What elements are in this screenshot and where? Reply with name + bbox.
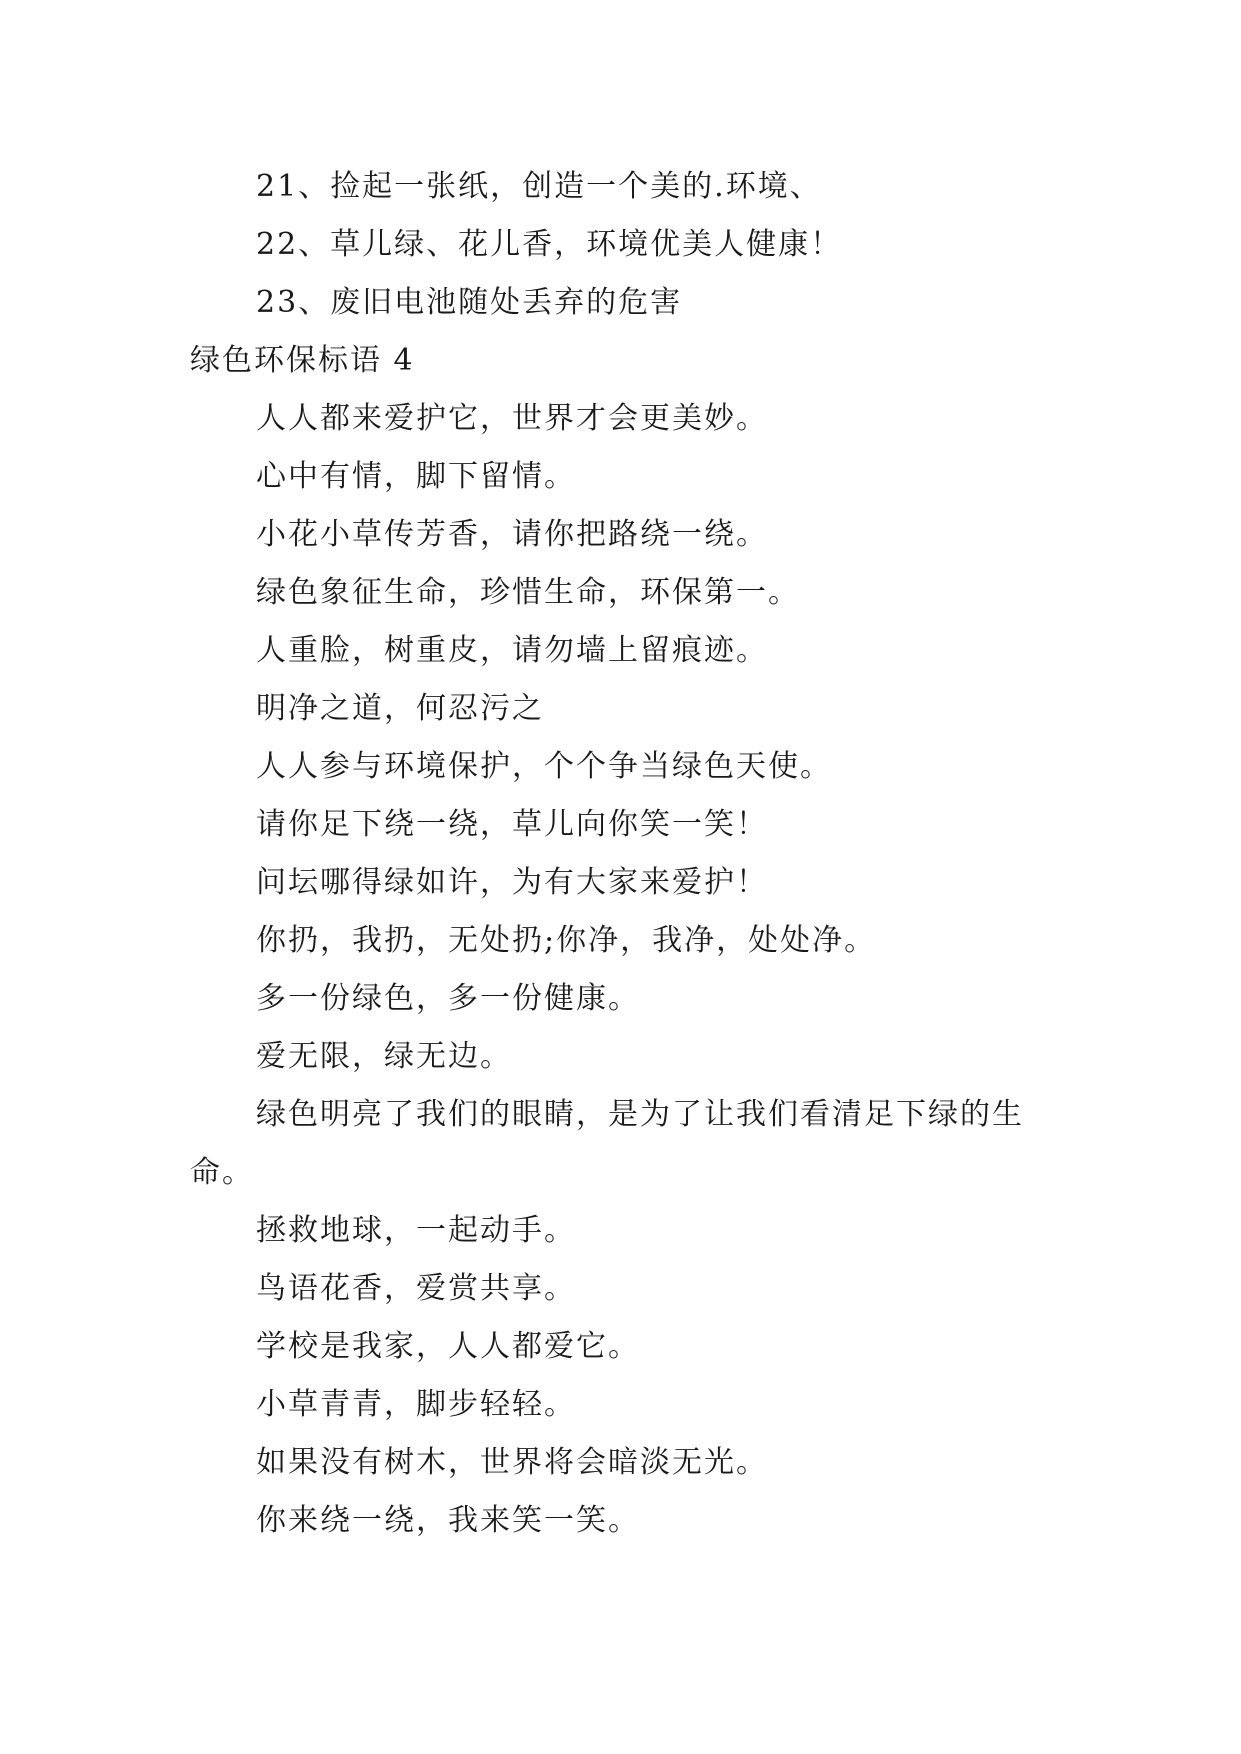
numbered-item: 23、废旧电池随处丢弃的危害 (256, 285, 683, 320)
slogan-line: 人人都来爱护它，世界才会更美妙。 (256, 401, 768, 436)
slogan-line: 爱无限，绿无边。 (256, 1039, 512, 1074)
numbered-item: 22、草儿绿、花儿香，环境优美人健康！ (256, 227, 843, 262)
slogan-line: 如果没有树木，世界将会暗淡无光。 (256, 1445, 768, 1480)
slogan-line: 学校是我家，人人都爱它。 (256, 1329, 640, 1364)
slogan-line: 拯救地球，一起动手。 (256, 1213, 576, 1248)
slogan-line: 心中有情，脚下留情。 (256, 459, 576, 494)
slogan-line: 绿色象征生命，珍惜生命，环保第一。 (256, 575, 800, 610)
section-heading: 绿色环保标语 4 (190, 343, 415, 378)
slogan-line: 你扔，我扔，无处扔;你净，我净，处处净。 (256, 923, 877, 958)
slogan-line: 你来绕一绕，我来笑一笑。 (256, 1503, 640, 1538)
slogan-line: 小草青青，脚步轻轻。 (256, 1387, 576, 1422)
slogan-line: 鸟语花香，爱赏共享。 (256, 1271, 576, 1306)
slogan-line: 问坛哪得绿如许，为有大家来爱护！ (256, 865, 768, 900)
long-slogan-continuation: 命。 (190, 1155, 254, 1190)
numbered-item: 21、捡起一张纸，创造一个美的.环境、 (256, 169, 822, 204)
slogan-line: 多一份绿色，多一份健康。 (256, 981, 640, 1016)
slogan-line: 明净之道，何忍污之 (256, 691, 544, 726)
slogan-line: 人重脸，树重皮，请勿墙上留痕迹。 (256, 633, 768, 668)
slogan-line: 请你足下绕一绕，草儿向你笑一笑！ (256, 807, 768, 842)
slogan-line: 小花小草传芳香，请你把路绕一绕。 (256, 517, 768, 552)
document-body (190, 158, 1070, 1550)
slogan-line: 人人参与环境保护，个个争当绿色天使。 (256, 749, 832, 784)
long-slogan-first-line: 绿色明亮了我们的眼睛，是为了让我们看清足下绿的生 (256, 1097, 1024, 1132)
